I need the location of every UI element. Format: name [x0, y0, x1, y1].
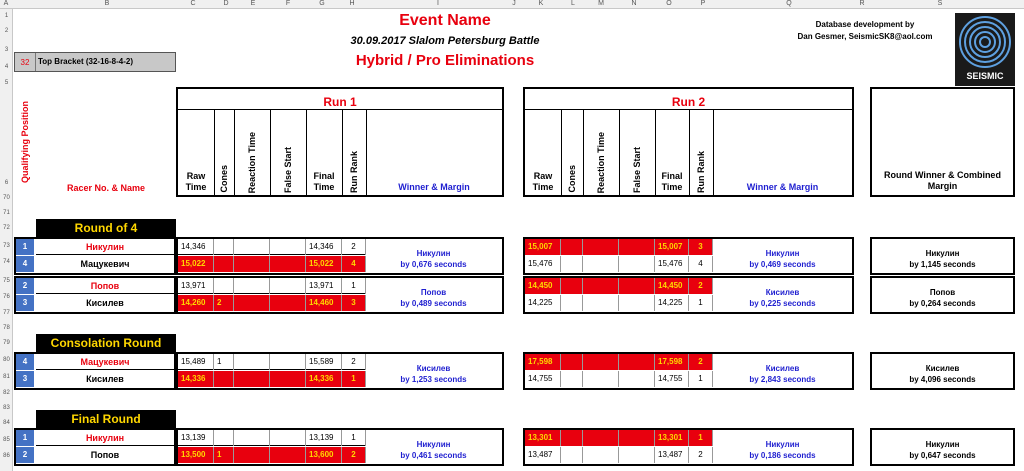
- racer-name[interactable]: Мацукевич: [36, 354, 174, 370]
- run1-margin: by 0,461 seconds: [400, 451, 467, 460]
- run1-raw-time[interactable]: 15,489: [178, 354, 214, 370]
- run1-margin: by 1,253 seconds: [400, 375, 467, 384]
- seismic-logo: [955, 13, 1015, 86]
- column-letter[interactable]: G: [319, 0, 325, 7]
- run1-final-time[interactable]: 14,336: [306, 371, 342, 387]
- run1-false-start-col: [270, 110, 307, 196]
- run2-rank-label: Run Rank: [696, 150, 706, 193]
- column-letter[interactable]: M: [598, 0, 604, 7]
- round-margin: by 1,145 seconds: [909, 260, 976, 269]
- run1-run-rank[interactable]: 1: [342, 430, 366, 446]
- event-date: 30.09.2017 Slalom Petersburg Battle: [350, 35, 540, 47]
- column-letter[interactable]: C: [190, 0, 196, 7]
- run2-false-start[interactable]: [619, 371, 655, 387]
- column-letter[interactable]: H: [349, 0, 355, 7]
- run1-run-rank[interactable]: 2: [342, 239, 366, 255]
- run2-raw-time[interactable]: 15,007: [525, 239, 561, 255]
- racer-name[interactable]: Попов: [36, 278, 174, 294]
- column-letter[interactable]: R: [859, 0, 865, 7]
- racer-name[interactable]: Мацукевич: [80, 259, 130, 269]
- run2-margin: by 0,225 seconds: [749, 299, 816, 308]
- run2-reaction-time[interactable]: [583, 256, 619, 272]
- run2-reaction-time[interactable]: [583, 278, 619, 294]
- column-letter[interactable]: D: [223, 0, 229, 7]
- run1-reaction-time[interactable]: [234, 430, 270, 446]
- qualifying-position: 3: [16, 295, 34, 311]
- column-letter[interactable]: N: [631, 0, 637, 7]
- run2-reaction-time[interactable]: [583, 239, 619, 255]
- bracket-label: Top Bracket (32-16-8-4-2): [35, 53, 133, 71]
- run1-false-start-label: False Start: [283, 146, 293, 193]
- qualifying-position: 4: [16, 354, 34, 370]
- row-number[interactable]: 5: [4, 80, 9, 86]
- racer-header: Racer No. & Name: [66, 183, 146, 193]
- row-number[interactable]: 4: [4, 64, 9, 70]
- run1-reaction-time[interactable]: [234, 295, 270, 311]
- event-name: Event Name: [399, 12, 491, 29]
- run2-final-time[interactable]: 17,598: [655, 354, 689, 370]
- run1-false-start[interactable]: [270, 354, 306, 370]
- run2-reaction-time[interactable]: [583, 447, 619, 463]
- row-number[interactable]: 6: [4, 180, 9, 186]
- run2-false-start-label: False Start: [632, 146, 642, 193]
- run1-reaction-time[interactable]: [234, 354, 270, 370]
- row-number[interactable]: 84: [3, 420, 10, 426]
- racer-name[interactable]: Попов: [90, 450, 120, 460]
- run2-winner-label: Winner & Margin: [746, 182, 819, 192]
- run2-winner: Никулин: [765, 440, 800, 449]
- run1-final-time[interactable]: 15,022: [306, 256, 342, 272]
- round-title: Final Round: [36, 410, 176, 428]
- row-number[interactable]: 85: [3, 437, 10, 443]
- run1-winner-label: Winner & Margin: [398, 182, 470, 192]
- row-number[interactable]: 76: [3, 294, 10, 300]
- run2-raw-time[interactable]: 13,487: [525, 447, 561, 463]
- column-letter[interactable]: A: [3, 0, 9, 7]
- row-number[interactable]: 73: [3, 243, 10, 249]
- run2-reaction-time[interactable]: [583, 371, 619, 387]
- run2-reaction-col: [583, 110, 620, 196]
- run2-final-time[interactable]: 15,007: [655, 239, 689, 255]
- column-letter[interactable]: O: [666, 0, 672, 7]
- run1-raw-time[interactable]: 14,336: [178, 371, 214, 387]
- run2-cones[interactable]: [561, 430, 583, 446]
- run1-cones[interactable]: 1: [214, 447, 234, 463]
- run2-final-time[interactable]: 15,476: [655, 256, 689, 272]
- run1-reaction-time[interactable]: [234, 239, 270, 255]
- run2-cones[interactable]: [561, 239, 583, 255]
- row-header-bar: [0, 9, 13, 471]
- row-number[interactable]: 75: [3, 278, 10, 284]
- run2-run-rank[interactable]: 4: [689, 256, 713, 272]
- run1-run-rank[interactable]: 2: [342, 354, 366, 370]
- column-letter[interactable]: S: [937, 0, 943, 7]
- run2-reaction-time[interactable]: [583, 354, 619, 370]
- run1-cones[interactable]: 2: [214, 295, 234, 311]
- qualifying-position: 3: [16, 371, 34, 387]
- run2-run-rank[interactable]: 1: [689, 295, 713, 311]
- run2-raw-time[interactable]: 14,225: [525, 295, 561, 311]
- run1-raw-time[interactable]: 14,346: [178, 239, 214, 255]
- run1-final-label: Final Time: [313, 171, 335, 192]
- run2-cones[interactable]: [561, 256, 583, 272]
- round-margin: by 4,096 seconds: [909, 375, 976, 384]
- column-letter[interactable]: F: [285, 0, 291, 7]
- run2-raw-time[interactable]: 14,450: [525, 278, 561, 294]
- run2-false-start[interactable]: [619, 256, 655, 272]
- run1-winner: Попов: [420, 288, 447, 297]
- run1-cones[interactable]: [214, 430, 234, 446]
- run2-false-start[interactable]: [619, 295, 655, 311]
- column-letter[interactable]: L: [571, 0, 575, 7]
- run1-raw-time[interactable]: 13,139: [178, 430, 214, 446]
- row-number[interactable]: 80: [3, 357, 10, 363]
- run2-margin: by 0,186 seconds: [749, 451, 816, 460]
- racer-name[interactable]: Никулин: [36, 430, 174, 446]
- run1-raw-label: Raw Time: [185, 171, 207, 192]
- run1-cones[interactable]: [214, 256, 234, 272]
- run1-cones[interactable]: [214, 239, 234, 255]
- run1-final-time[interactable]: 14,460: [306, 295, 342, 311]
- run1-cones[interactable]: [214, 278, 234, 294]
- racer-name[interactable]: Кисилев: [86, 298, 124, 308]
- run2-run-rank[interactable]: 2: [689, 278, 713, 294]
- run2-final-time[interactable]: 13,487: [655, 447, 689, 463]
- column-letter[interactable]: K: [538, 0, 544, 7]
- run2-run-rank[interactable]: 1: [689, 371, 713, 387]
- round-title: Round of 4: [36, 219, 176, 237]
- qualifying-position: 2: [16, 447, 34, 463]
- round-winner: Никулин: [925, 440, 960, 449]
- run1-rank-label: Run Rank: [349, 150, 359, 193]
- run2-false-start-col: [619, 110, 656, 196]
- run1-cones[interactable]: 1: [214, 354, 234, 370]
- row-number[interactable]: 86: [3, 453, 10, 459]
- run2-reaction-time[interactable]: [583, 295, 619, 311]
- run2-header: [523, 87, 854, 197]
- round-winner: Попов: [929, 288, 956, 297]
- run2-raw-time[interactable]: 14,755: [525, 371, 561, 387]
- row-number[interactable]: 2: [4, 28, 9, 34]
- run1-false-start[interactable]: [270, 371, 306, 387]
- row-number[interactable]: 72: [3, 225, 10, 231]
- run1-rank-col: [342, 110, 367, 196]
- round-winner-header: [870, 87, 1015, 197]
- run2-cones-col: [561, 110, 584, 196]
- column-letter[interactable]: J: [512, 0, 516, 7]
- row-number[interactable]: 1: [4, 13, 9, 19]
- run2-raw-time[interactable]: 17,598: [525, 354, 561, 370]
- run1-final-time[interactable]: 13,971: [306, 278, 342, 294]
- round-margin: by 0,264 seconds: [909, 299, 976, 308]
- run1-final-time[interactable]: 13,139: [306, 430, 342, 446]
- run1-raw-col: [178, 110, 215, 196]
- run1-final-time[interactable]: 15,589: [306, 354, 342, 370]
- run1-header: [176, 87, 504, 197]
- run2-final-time[interactable]: 14,755: [655, 371, 689, 387]
- run2-winner: Кисилев: [765, 288, 800, 297]
- run2-cones-label: Cones: [567, 165, 577, 193]
- run1-false-start[interactable]: [270, 295, 306, 311]
- run1-title: Run 1: [323, 95, 357, 109]
- run1-cones[interactable]: [214, 371, 234, 387]
- run1-reaction-time[interactable]: [234, 278, 270, 294]
- run1-final-col: [306, 110, 343, 196]
- run2-cones[interactable]: [561, 371, 583, 387]
- row-number[interactable]: 74: [3, 259, 10, 265]
- run1-reaction-time[interactable]: [234, 256, 270, 272]
- run2-final-time[interactable]: 14,225: [655, 295, 689, 311]
- run2-run-rank[interactable]: 2: [689, 354, 713, 370]
- run1-final-time[interactable]: 14,346: [306, 239, 342, 255]
- round-winner: Никулин: [925, 249, 960, 258]
- bracket-size: 32: [20, 57, 30, 67]
- column-letter[interactable]: E: [250, 0, 256, 7]
- column-header-bar: [0, 0, 1024, 9]
- logo-text: SEISMIC: [966, 71, 1004, 81]
- dev-credit-line2: Dan Gesmer, SeismicSK8@aol.com: [797, 32, 933, 41]
- run1-raw-time[interactable]: 13,500: [178, 447, 214, 463]
- run2-run-rank[interactable]: 3: [689, 239, 713, 255]
- dev-credit-line1: Database development by: [815, 20, 915, 29]
- run2-raw-time[interactable]: 15,476: [525, 256, 561, 272]
- run2-cones[interactable]: [561, 295, 583, 311]
- round-winner: Кисилев: [925, 364, 960, 373]
- run1-false-start[interactable]: [270, 430, 306, 446]
- row-number[interactable]: 83: [3, 405, 10, 411]
- run1-reaction-label: Reaction Time: [247, 131, 257, 193]
- column-letter[interactable]: I: [437, 0, 439, 7]
- run2-run-rank[interactable]: 1: [689, 430, 713, 446]
- run1-reaction-col: [234, 110, 271, 196]
- run2-run-rank[interactable]: 2: [689, 447, 713, 463]
- run2-raw-time[interactable]: 13,301: [525, 430, 561, 446]
- run1-false-start[interactable]: [270, 239, 306, 255]
- run2-rank-col: [689, 110, 714, 196]
- column-letter[interactable]: Q: [786, 0, 792, 7]
- row-number[interactable]: 81: [3, 374, 10, 380]
- run2-margin: by 0,469 seconds: [749, 260, 816, 269]
- run2-final-time[interactable]: 14,450: [655, 278, 689, 294]
- run1-run-rank[interactable]: 1: [342, 278, 366, 294]
- run1-cones-col: [214, 110, 235, 196]
- run2-false-start[interactable]: [619, 239, 655, 255]
- run1-margin: by 0,676 seconds: [400, 260, 467, 269]
- run2-margin: by 2,843 seconds: [749, 375, 816, 384]
- run2-false-start[interactable]: [619, 278, 655, 294]
- run1-run-rank[interactable]: 3: [342, 295, 366, 311]
- run2-reaction-time[interactable]: [583, 430, 619, 446]
- run1-raw-time[interactable]: 15,022: [178, 256, 214, 272]
- qualifying-position: 4: [16, 256, 34, 272]
- run2-false-start[interactable]: [619, 447, 655, 463]
- run2-cones[interactable]: [561, 447, 583, 463]
- qualifying-position: 2: [16, 278, 34, 294]
- row-number[interactable]: 77: [3, 310, 10, 316]
- run2-false-start[interactable]: [619, 430, 655, 446]
- run2-final-col: [655, 110, 690, 196]
- bracket-box[interactable]: [14, 52, 176, 72]
- run2-winner: Никулин: [765, 249, 800, 258]
- racer-name[interactable]: Кисилев: [86, 374, 124, 384]
- qualifying-header: [14, 87, 36, 197]
- class-name: Hybrid / Pro Eliminations: [355, 52, 535, 69]
- row-number[interactable]: 78: [3, 325, 10, 331]
- run2-raw-col: [525, 110, 562, 196]
- run1-false-start[interactable]: [270, 256, 306, 272]
- run2-false-start[interactable]: [619, 354, 655, 370]
- round-title: Consolation Round: [36, 334, 176, 352]
- qualifying-position: 1: [16, 239, 34, 255]
- row-number[interactable]: 82: [3, 390, 10, 396]
- run1-run-rank[interactable]: 2: [342, 447, 366, 463]
- run1-reaction-time[interactable]: [234, 371, 270, 387]
- run1-raw-time[interactable]: 14,260: [178, 295, 214, 311]
- run1-false-start[interactable]: [270, 278, 306, 294]
- run2-raw-label: Raw Time: [532, 171, 554, 192]
- run1-raw-time[interactable]: 13,971: [178, 278, 214, 294]
- qualifying-position-label: Qualifying Position: [20, 100, 30, 183]
- run1-winner: Никулин: [416, 249, 451, 258]
- run2-title: Run 2: [671, 95, 706, 109]
- run2-winner: Кисилев: [765, 364, 800, 373]
- run1-reaction-time[interactable]: [234, 447, 270, 463]
- run1-margin: by 0,489 seconds: [400, 299, 467, 308]
- run2-final-label: Final Time: [661, 171, 683, 192]
- round-winner-label: Round Winner & Combined Margin: [884, 170, 1001, 191]
- racer-name[interactable]: Никулин: [36, 239, 174, 255]
- run1-winner: Кисилев: [416, 364, 451, 373]
- run1-false-start[interactable]: [270, 447, 306, 463]
- run1-cones-label: Cones: [219, 165, 229, 193]
- run2-subheaders: [525, 109, 852, 196]
- row-number[interactable]: 71: [3, 210, 10, 216]
- run1-winner: Никулин: [416, 440, 451, 449]
- run1-subheaders: [178, 109, 502, 196]
- round-margin: by 0,647 seconds: [909, 451, 976, 460]
- seismic-spiral-icon: [955, 13, 1015, 71]
- row-number[interactable]: 79: [3, 340, 10, 346]
- qualifying-position: 1: [16, 430, 34, 446]
- column-letter[interactable]: P: [700, 0, 706, 7]
- run2-reaction-label: Reaction Time: [596, 131, 606, 193]
- column-letter[interactable]: B: [104, 0, 110, 7]
- run2-cones[interactable]: [561, 278, 583, 294]
- row-number[interactable]: 3: [4, 47, 9, 53]
- run2-cones[interactable]: [561, 354, 583, 370]
- run1-run-rank[interactable]: 1: [342, 371, 366, 387]
- run1-run-rank[interactable]: 4: [342, 256, 366, 272]
- row-number[interactable]: 70: [3, 195, 10, 201]
- run1-final-time[interactable]: 13,600: [306, 447, 342, 463]
- run2-final-time[interactable]: 13,301: [655, 430, 689, 446]
